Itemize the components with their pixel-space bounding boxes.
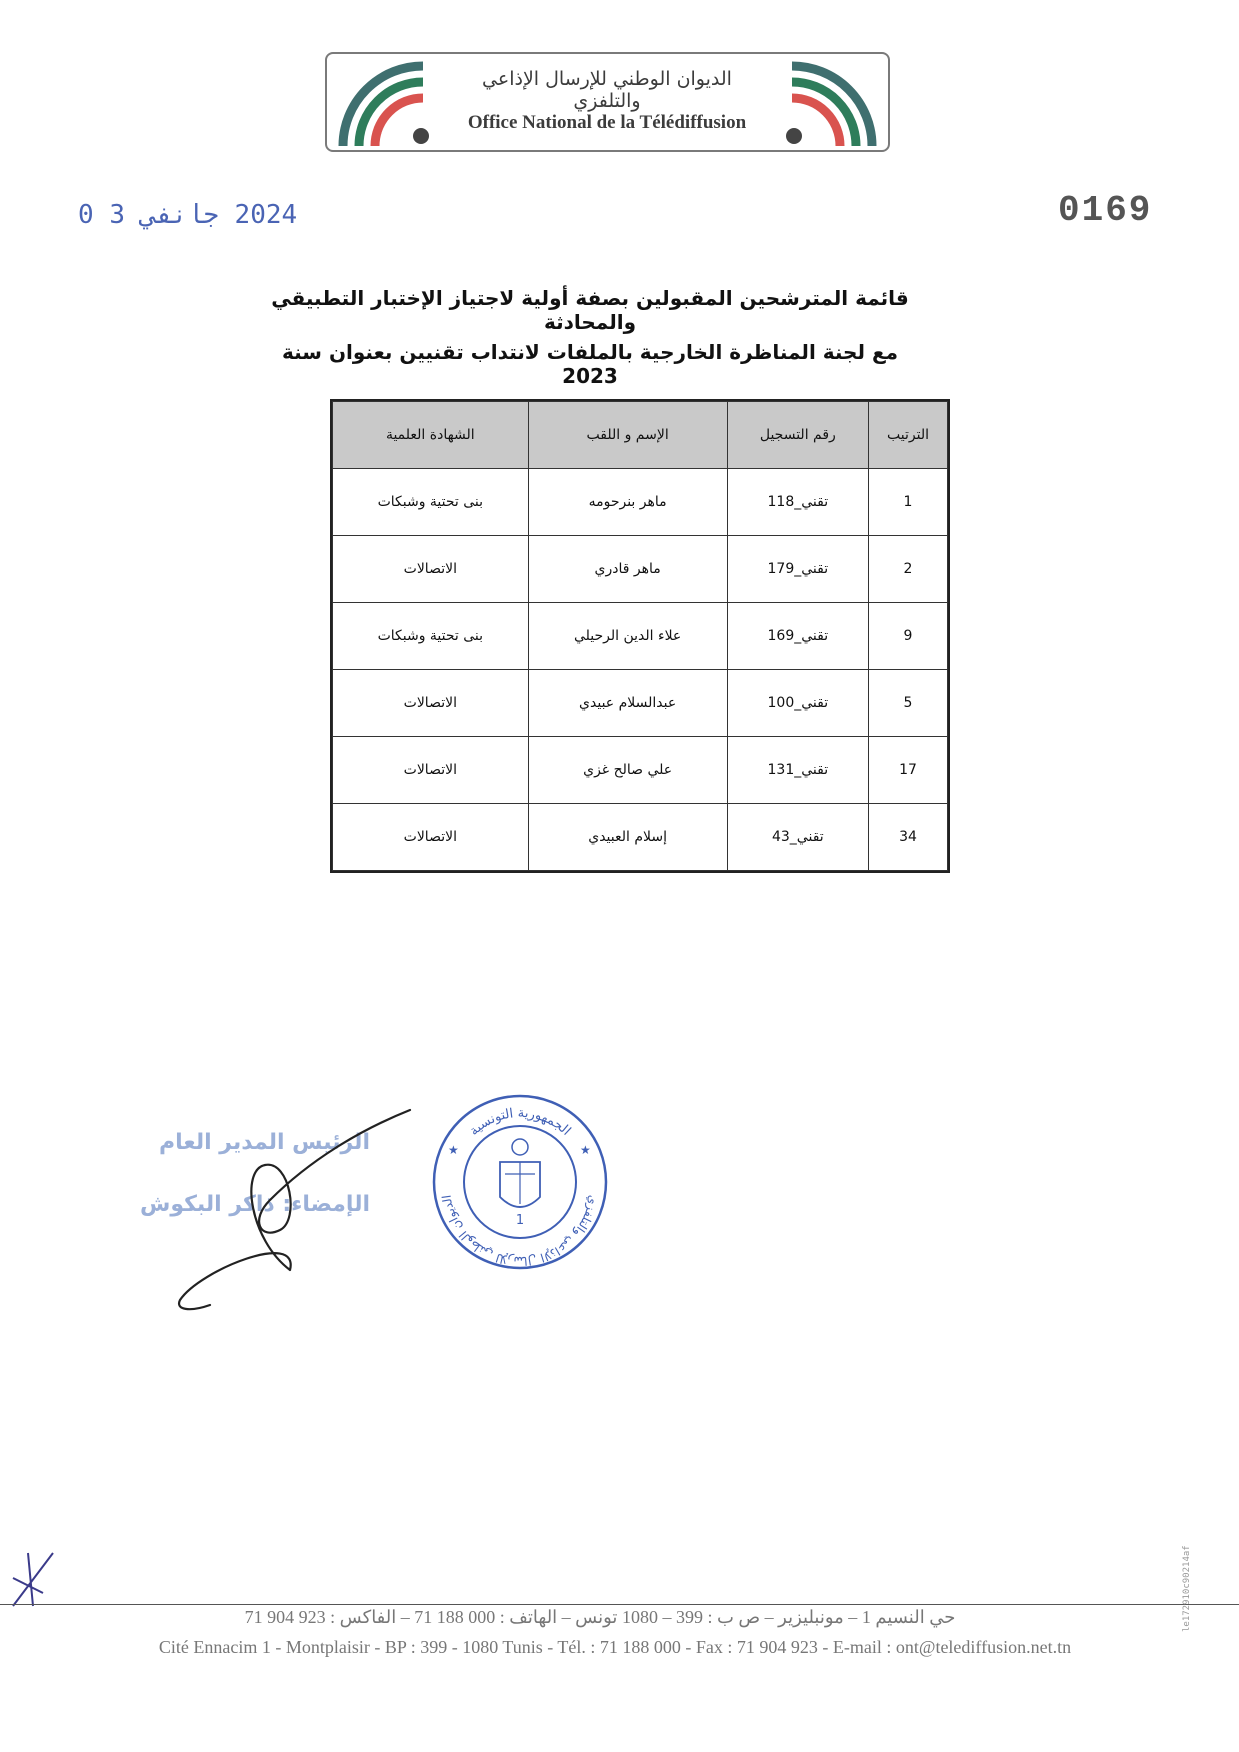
cell-name: علاء الدين الرحيلي [528,603,727,670]
svg-text:الجمهورية التونسية [467,1106,574,1139]
svg-text:الديوان الوطني للإرسال الإذاعي [439,1194,600,1268]
org-name-arabic: الديوان الوطني للإرسال الإذاعي والتلفزي [482,68,732,112]
footer-address-french: Cité Ennacim 1 - Montplaisir - BP : 399 - 1080 Tunis - Tél. : 71 188 000 - Fax : 71 904 923 - E-mail : ont@telediffusion.net.tn [158,1637,1072,1657]
svg-text:★: ★ [580,1143,591,1157]
cell-degree: الاتصالات [333,670,529,737]
org-name-french: Office National de la Télédiffusion [467,112,747,133]
header-name: الإسم و اللقب [528,402,727,469]
cell-name: إسلام العبيدي [528,804,727,871]
candidates-table [330,399,950,873]
handwritten-signature [140,1100,420,1320]
seal-outer-text: الجمهورية التونسية [466,1105,574,1139]
cell-degree: بنى تحتية وشبكات [333,469,529,536]
footer-divider [0,1604,1239,1605]
cell-rank: 9 [869,603,948,670]
cell-degree: الاتصالات [333,737,529,804]
signer-role: الرئيس المدير العام [159,1130,370,1155]
cell-degree: الاتصالات [333,536,529,603]
seal-number: 1 [515,1213,525,1228]
header-logo [325,52,890,152]
cell-registration: تقني_131 [727,737,868,804]
table-row [333,536,948,603]
header-degree: الشهادة العلمية [333,402,529,469]
cell-name: علي صالح غزي [528,737,727,804]
svg-text:★: ★ [448,1143,459,1157]
cell-degree: بنى تحتية وشبكات [333,603,529,670]
cell-name: ماهر بنرحومه [528,469,727,536]
document-title-line2: مع لجنة المناظرة الخارجية بالملفات لانتداب تقنيين بعنوان سنة 2023 [282,340,898,388]
footer-address-arabic: حي النسيم 1 – مونبليزير – ص ب : 399 – 1080 تونس – الهاتف : 000 188 71 – الفاكس : 923 904 71 [244,1607,956,1627]
cell-rank: 5 [869,670,948,737]
cell-registration: تقني_100 [727,670,868,737]
signer-name: الإمضاء: ذاكر البكوش [139,1192,370,1217]
table-header-row [333,402,948,469]
initial-mark [8,1548,58,1608]
cell-registration: تقني_118 [727,469,868,536]
cell-name: عبدالسلام عبيدي [528,670,727,737]
table-row [333,804,948,871]
table-row [333,603,948,670]
cell-registration: تقني_43 [727,804,868,871]
document-title-line1: قائمة المترشحين المقبولين بصفة أولية لاجتياز الإختبار التطبيقي والمحادثة [271,286,909,334]
official-seal [430,1092,610,1272]
header-registration: رقم التسجيل [727,402,868,469]
header-rank: الترتيب [869,402,948,469]
document-number: 0169 [1058,190,1153,231]
cell-rank: 2 [869,536,948,603]
cell-degree: الاتصالات [333,804,529,871]
cell-registration: تقني_179 [727,536,868,603]
cell-rank: 17 [869,737,948,804]
side-document-code: le172910c90214af [1182,1545,1192,1632]
broadcast-arcs-left-icon [333,58,433,148]
cell-rank: 1 [869,469,948,536]
date-stamp: 2024 جانفي 3 0 [78,200,298,230]
table-row [333,469,948,536]
cell-registration: تقني_169 [727,603,868,670]
cell-name: ماهر قادري [528,536,727,603]
cell-rank: 34 [869,804,948,871]
table-row [333,737,948,804]
broadcast-arcs-right-icon [782,58,882,148]
table-row [333,670,948,737]
seal-inner-text: الديوان الوطني للإرسال الإذاعي والتلفزي [439,1194,601,1269]
